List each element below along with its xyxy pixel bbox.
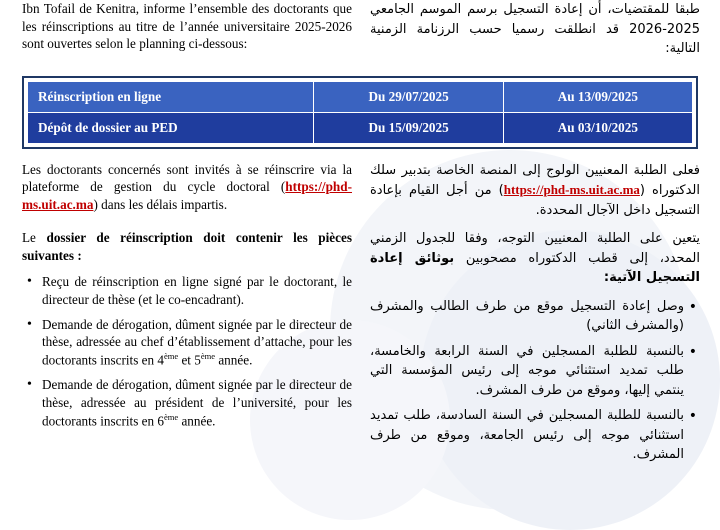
heading-french-bold: dossier de réinscription doit contenir les pièces suivantes : xyxy=(22,230,352,263)
platform-french-part2: ) dans les délais impartis. xyxy=(93,196,228,212)
platform-link-arabic[interactable]: https://phd-ms.uit.ac.ma xyxy=(503,182,640,197)
platform-french-text xyxy=(22,161,352,214)
list-item: • Demande de dérogation, dûment signée par le directeur de thèse, adressée au chef d’établissement d’attache, pour les doctorants inscrits en 4ème et 5ème année. xyxy=(40,316,352,369)
list-item: • بالنسبة للطلبة المسجلين في السنة السادسة، طلب تمديد استثنائي موجه إلى رئيس الجامعة، وموقع من طرف المشرف. xyxy=(370,406,684,465)
required-documents-section xyxy=(22,229,698,471)
schedule-table-container xyxy=(22,76,698,149)
list-item: • وصل إعادة التسجيل موقع من طرف الطالب والمشرف (والمشرف الثاني) xyxy=(370,297,684,336)
platform-link-french[interactable]: https://phd-ms.uit.ac.ma xyxy=(22,179,352,212)
list-item: • Demande de dérogation, dûment signée par le directeur de thèse, adressée au président de l’université, pour les doctorants inscrits en 6ème année. xyxy=(40,376,352,429)
platform-french-part1: Les doctorants concernés sont invités à se réinscrire via la plateforme de gestion du cycle doctoral ( xyxy=(22,161,352,195)
platform-arabic-text xyxy=(370,161,700,221)
heading-arabic-prefix: يتعين على الطلبة المعنيين التوجه، وفقا للجدول الزمني المحدد، إلى قطب الدكتوراه مصحوبين xyxy=(370,231,700,266)
platform-arabic-part2: ) من أجل القيام بإعادة التسجيل داخل الآجال المحددة. xyxy=(370,183,700,218)
platform-french-column xyxy=(22,161,352,230)
table-cell-start-date: Du 29/07/2025 xyxy=(314,81,503,112)
table-cell-label: Dépôt de dossier au PED xyxy=(28,112,314,143)
intro-french-column xyxy=(22,0,352,68)
required-documents-french-list xyxy=(22,273,352,429)
platform-arabic-part1: فعلى الطلبة المعنيين الولوج إلى المنصة الخاصة بتدبير سلك الدكتوراه ( xyxy=(370,162,700,198)
intro-french-text: Ibn Tofail de Kenitra, informe l’ensemble des doctorants que les réinscriptions au titre de l’année universitaire 2025-2026 sont ouvertes selon le planning ci-dessous: xyxy=(22,1,352,52)
platform-arabic-column xyxy=(370,161,700,230)
table-cell-end-date: Au 03/10/2025 xyxy=(503,112,692,143)
list-item: • Reçu de réinscription en ligne signé par le doctorant, le directeur de thèse (et le co-encadrant). xyxy=(40,273,352,308)
list-item: • بالنسبة للطلبة المسجلين في السنة الرابعة والخامسة، طلب تمديد استثنائي موجه إلى رئيس المؤسسة التي ينتمي إليها، وموقع من طرف المشرف. xyxy=(370,342,684,401)
platform-section xyxy=(22,161,698,230)
heading-arabic-bold: بوثائق إعادة التسجيل الآتية: xyxy=(370,250,700,285)
intro-arabic-text: طبقا للمقتضيات، أن إعادة التسجيل برسم الموسم الجامعي 2025-2026 قد انطلقت رسميا حسب الرزنامة الزمنية التالية: xyxy=(370,2,700,56)
table-row xyxy=(28,112,693,143)
required-documents-french-heading xyxy=(22,229,352,264)
required-documents-french-column xyxy=(22,229,352,471)
required-documents-arabic-column xyxy=(370,229,700,471)
table-cell-label: Réinscription en ligne xyxy=(28,81,314,112)
table-row xyxy=(28,81,693,112)
intro-arabic-column xyxy=(370,0,700,68)
required-documents-arabic-heading xyxy=(370,229,700,288)
intro-section xyxy=(22,0,698,68)
heading-french-prefix: Le xyxy=(22,230,47,245)
required-documents-arabic-list xyxy=(370,297,700,465)
table-cell-end-date: Au 13/09/2025 xyxy=(503,81,692,112)
schedule-table xyxy=(27,81,693,144)
table-cell-start-date: Du 15/09/2025 xyxy=(314,112,503,143)
